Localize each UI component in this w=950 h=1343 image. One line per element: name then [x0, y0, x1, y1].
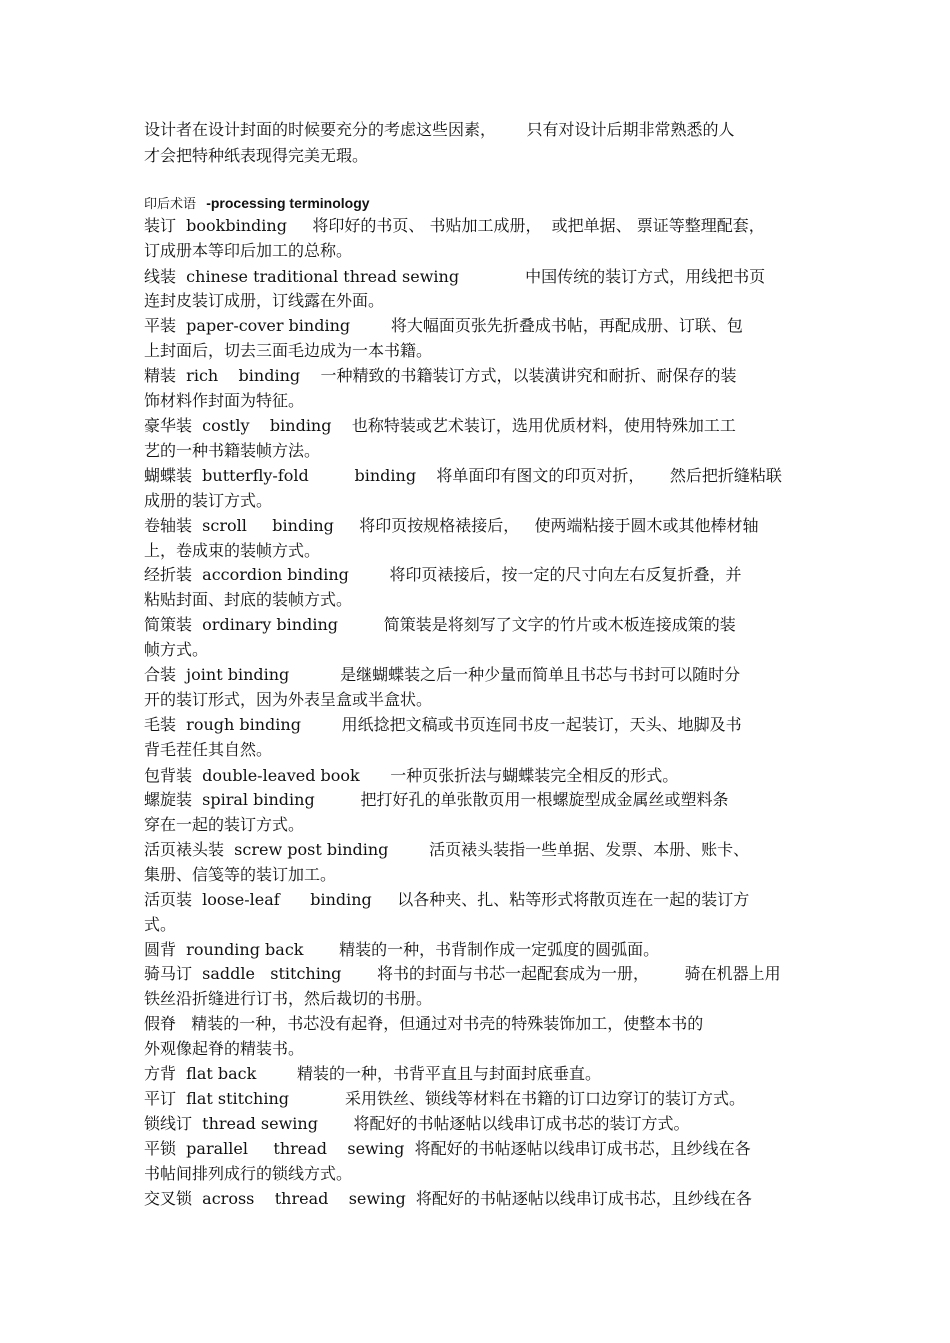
- term-line: 活页裱头装 screw post binding 活页裱头装指一些单据、发票、本册、账卡、: [144, 840, 750, 859]
- term-line: 锁线订 thread sewing 将配好的书帖逐帖以线串订成书芯的装订方式。: [144, 1114, 690, 1133]
- term-line: 豪华装 costly binding 也称特装或艺术装订，选用优质材料，使用特殊加工工: [144, 416, 736, 435]
- term-line: 简策装 ordinary binding 简策装是将刻写了文字的竹片或木板连接成策的装: [144, 615, 736, 634]
- term-line: 帧方式。: [144, 640, 209, 659]
- term-line: 集册、信笺等的装订加工。: [144, 865, 337, 884]
- term-line: 式。: [144, 915, 177, 934]
- section-heading-en: -processing terminology: [206, 195, 370, 211]
- intro-line-2: 才会把特种纸表现得完美无瑕。: [144, 146, 369, 165]
- term-line: 背毛茬任其自然。: [144, 740, 273, 759]
- term-line: 平锁 parallel thread sewing 将配好的书帖逐帖以线串订成书芯，且纱线在各: [144, 1139, 751, 1158]
- term-line: 书帖间排列成行的锁线方式。: [144, 1164, 353, 1183]
- term-line: 粘贴封面、封底的装帧方式。: [144, 590, 353, 609]
- term-line: 毛装 rough binding 用纸捻把文稿或书页连同书皮一起装订，天头、地脚及书: [144, 715, 742, 734]
- term-line: 饰材料作封面为特征。: [144, 391, 305, 410]
- term-line: 开的装订形式，因为外表呈盒或半盒状。: [144, 690, 433, 709]
- term-line: 方背 flat back 精装的一种，书背平直且与封面封底垂直。: [144, 1064, 602, 1083]
- term-line: 卷轴装 scroll binding 将印页按规格裱接后， 使两端粘接于圆木或其他棒材轴: [144, 516, 759, 535]
- term-line: 上，卷成束的装帧方式。: [144, 541, 321, 560]
- term-line: 交叉锁 across thread sewing 将配好的书帖逐帖以线串订成书芯，且纱线在各: [144, 1189, 752, 1208]
- term-line: 平装 paper-cover binding 将大幅面页张先折叠成书帖，再配成册、订联、包: [144, 316, 743, 335]
- term-line: 艺的一种书籍装帧方法。: [144, 441, 321, 460]
- section-heading-cn: 印后术语: [144, 197, 197, 212]
- intro-line-1: 设计者在设计封面的时候要充分的考虑这些因素， 只有对设计后期非常熟悉的人: [144, 120, 735, 139]
- term-line: 上封面后，切去三面毛边成为一本书籍。: [144, 341, 433, 360]
- term-line: 铁丝沿折缝进行订书，然后裁切的书册。: [144, 989, 433, 1008]
- section-heading: [144, 193, 370, 215]
- term-line: 平订 flat stitching 采用铁丝、锁线等材料在书籍的订口边穿订的装订方式。: [144, 1089, 745, 1108]
- term-line: 订成册本等印后加工的总称。: [144, 241, 353, 260]
- term-line: 外观像起脊的精装书。: [144, 1039, 305, 1058]
- term-line: 连封皮装订成册，订线露在外面。: [144, 291, 385, 310]
- term-line: 假脊 精装的一种，书芯没有起脊，但通过对书壳的特殊装饰加工，使整本书的: [144, 1014, 704, 1033]
- term-line: 活页装 loose-leaf binding 以各种夹、扎、粘等形式将散页连在一起的装订方: [144, 890, 750, 909]
- term-line: 螺旋装 spiral binding 把打好孔的单张散页用一根螺旋型成金属丝或塑料条: [144, 790, 729, 809]
- term-line: 合装 joint binding 是继蝴蝶装之后一种少量而简单且书芯与书封可以随时分: [144, 665, 741, 684]
- term-line: 骑马订 saddle stitching 将书的封面与书芯一起配套成为一册， 骑在机器上用: [144, 964, 781, 983]
- term-line: 经折装 accordion binding 将印页裱接后，按一定的尺寸向左右反复折叠，并: [144, 565, 742, 584]
- term-line: 精装 rich binding 一种精致的书籍装订方式，以装潢讲究和耐折、耐保存的装: [144, 366, 737, 385]
- term-line: 装订 bookbinding 将印好的书页、 书贴加工成册， 或把单据、 票证等整理配套，: [144, 216, 765, 235]
- term-line: 成册的装订方式。: [144, 491, 273, 510]
- term-line: 蝴蝶装 butterfly-fold binding 将单面印有图文的印页对折， 然后把折缝粘联: [144, 466, 782, 485]
- term-line: 穿在一起的装订方式。: [144, 815, 305, 834]
- term-line: 线装 chinese traditional thread sewing 中国传统的装订方式，用线把书页: [144, 267, 766, 286]
- term-line: 圆背 rounding back 精装的一种，书背制作成一定弧度的圆弧面。: [144, 940, 660, 959]
- term-line: 包背装 double-leaved book 一种页张折法与蝴蝶装完全相反的形式。: [144, 766, 679, 785]
